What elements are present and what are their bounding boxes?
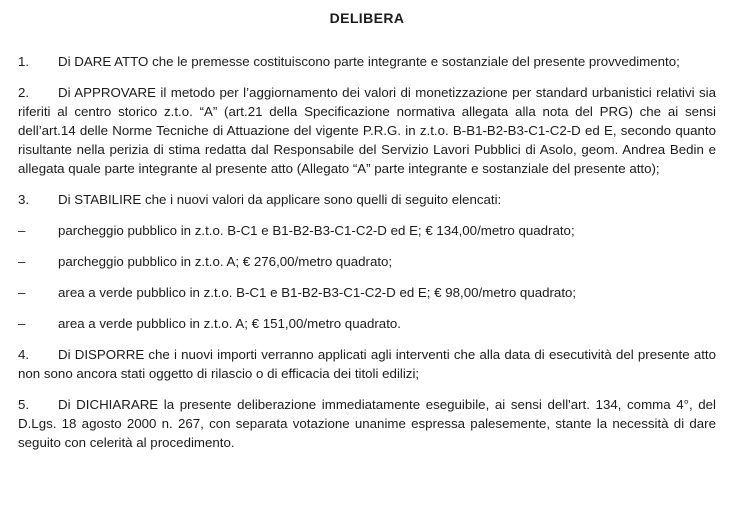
item-number: 4. [18,347,30,362]
document-title: DELIBERA [329,10,405,26]
dash-marker: – [18,285,26,300]
item-text: parcheggio pubblico in z.t.o. A; € 276,00/metro quadrato; [58,254,393,269]
dash-item-parking-zto-b [18,221,716,240]
item-number: 2. [18,85,30,100]
dash-marker: – [18,254,26,269]
item-text: Di DARE ATTO che le premesse costituiscono parte integrante e sostanziale del presente provvedimento; [58,54,680,69]
dash-marker: – [18,223,26,238]
item-text: Di DICHIARARE la presente deliberazione immediatamente eseguibile, ai sensi dell'art. 134, comma 4°, del D.Lgs. 18 agosto 2000 n. 267, con separata votazione unanime espressa palesemente, stante la necessità di dare seguito con celerità al procedimento. [18,397,716,450]
numbered-item-1 [18,52,716,71]
numbered-item-3 [18,190,716,209]
item-number: 3. [18,192,30,207]
numbered-item-5 [18,395,716,452]
dash-marker: – [18,316,26,331]
dash-item-green-zto-b [18,283,716,302]
item-number: 1. [18,54,30,69]
item-text: Di STABILIRE che i nuovi valori da applicare sono quelli di seguito elencati: [58,192,502,207]
item-text: Di APPROVARE il metodo per l’aggiornamento dei valori di monetizzazione per standard urbanistici relativi sia riferiti al centro storico z.t.o. “A” (art.21 della Specificazione normativa allegata alla nota del PRG) che ai sensi dell’art.14 delle Norme Tecniche di Attuazione del vigente P.R.G. in z.t.o. B-B1-B2-B3-C1-C2-D ed E, secondo quanto risultante nella perizia di stima redatta dal Responsabile del Servizio Lavori Pubblici di Asolo, geom. Andrea Bedin e allegata quale parte integrante al presente atto (Allegato “A” parte integrante e sostanziale del presente atto); [18,85,716,176]
item-text: parcheggio pubblico in z.t.o. B-C1 e B1-B2-B3-C1-C2-D ed E; € 134,00/metro quadrato; [58,223,575,238]
numbered-item-4 [18,345,716,383]
numbered-item-2 [18,83,716,178]
item-number: 5. [18,397,30,412]
item-text: area a verde pubblico in z.t.o. A; € 151,00/metro quadrato. [58,316,401,331]
item-text: area a verde pubblico in z.t.o. B-C1 e B1-B2-B3-C1-C2-D ed E; € 98,00/metro quadrato; [58,285,577,300]
dash-item-green-zto-a [18,314,716,333]
item-text: Di DISPORRE che i nuovi importi verranno applicati agli interventi che alla data di esecutività del presente atto non sono ancora stati oggetto di rilascio o di efficacia dei titoli edilizi; [18,347,716,381]
dash-item-parking-zto-a [18,252,716,271]
